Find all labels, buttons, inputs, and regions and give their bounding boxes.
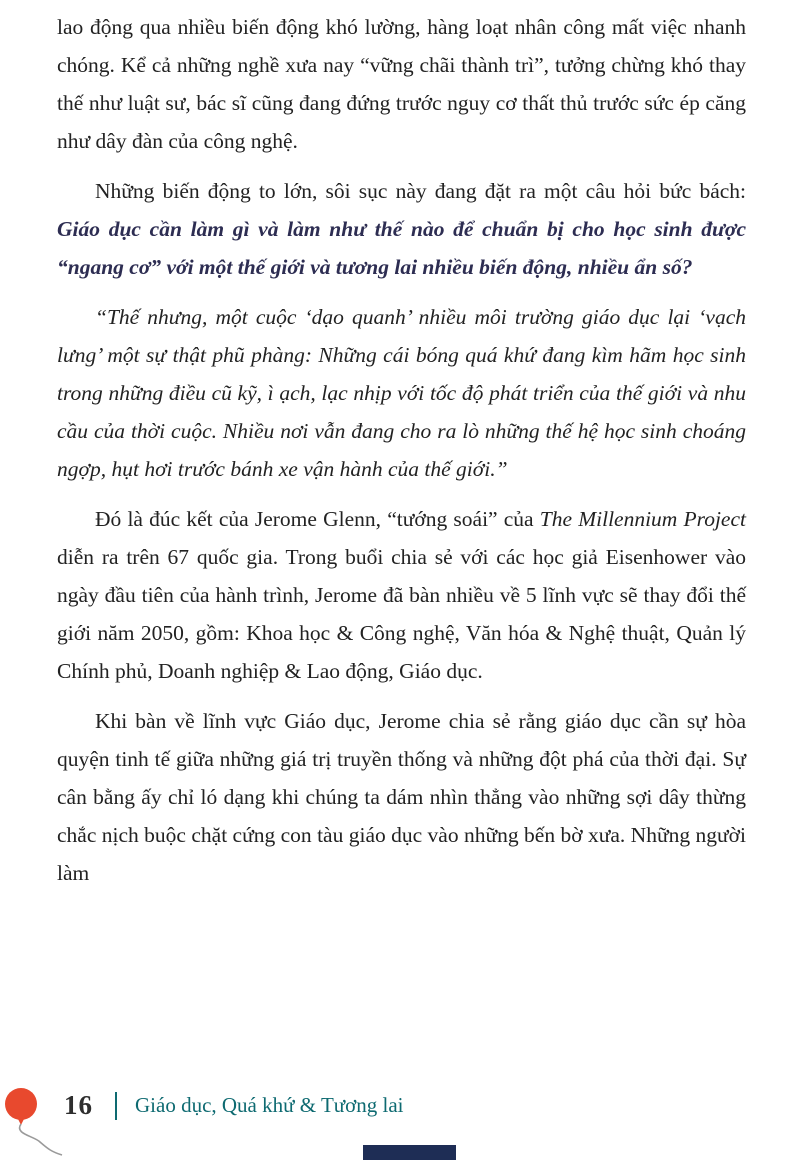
quote-paragraph: [57, 298, 746, 488]
quote-text: “Thế nhưng, một cuộc ‘dạo quanh’ nhiều môi trường giáo dục lại ‘vạch lưng’ một sự thật phũ phàng: Những cái bóng quá khứ đang kìm hãm học sinh trong những điều cũ kỹ, ì ạch, lạc nhịp với tốc độ phát triển của thế giới và nhu cầu của thời cuộc. Nhiều nơi vẫn đang cho ra lò những thế hệ học sinh choáng ngợp, hụt hơi trước bánh xe vận hành của thế giới.”: [57, 305, 746, 481]
paragraph: [57, 702, 746, 892]
page-bottom-bar: [363, 1145, 456, 1160]
balloon-icon: [0, 1082, 80, 1160]
book-title: Giáo dục, Quá khứ & Tương lai: [135, 1093, 404, 1117]
paragraph-text: Đó là đúc kết của Jerome Glenn, “tướng soái” của: [95, 507, 540, 531]
paragraph: [57, 8, 746, 160]
footer-divider: [115, 1092, 117, 1120]
page-number: 16: [64, 1090, 93, 1120]
page-footer: [64, 1090, 404, 1121]
work-title-text: The Millennium Project: [539, 507, 746, 531]
paragraph-text: Khi bàn về lĩnh vực Giáo dục, Jerome chia sẻ rằng giáo dục cần sự hòa quyện tinh tế giữa những giá trị truyền thống và những đột phá của thời đại. Sự cân bằng ấy chỉ ló dạng khi chúng ta dám nhìn thẳng vào những sợi dây thừng chắc nịch buộc chặt cứng con tàu giáo dục vào những bến bờ xưa. Những người làm: [57, 709, 746, 885]
emphasized-question-text: Giáo dục cần làm gì và làm như thế nào để chuẩn bị cho học sinh được “ngang cơ” với một thế giới và tương lai nhiều biến động, nhiều ẩn số?: [57, 217, 746, 279]
page-content: [57, 8, 746, 904]
paragraph-text: lao động qua nhiều biến động khó lường, hàng loạt nhân công mất việc nhanh chóng. Kể cả những nghề xưa nay “vững chãi thành trì”, tưởng chừng khó thay thế như luật sư, bác sĩ cũng đang đứng trước nguy cơ thất thủ trước sức ép căng như dây đàn của công nghệ.: [57, 15, 746, 153]
paragraph-text: diễn ra trên 67 quốc gia. Trong buổi chia sẻ với các học giả Eisenhower vào ngày đầu tiên của hành trình, Jerome đã bàn nhiều về 5 lĩnh vực sẽ thay đổi thế giới năm 2050, gồm: Khoa học & Công nghệ, Văn hóa & Nghệ thuật, Quản lý Chính phủ, Doanh nghiệp & Lao động, Giáo dục.: [57, 545, 746, 683]
paragraph-text: Những biến động to lớn, sôi sục này đang đặt ra một câu hỏi bức bách:: [95, 179, 746, 203]
paragraph: [57, 500, 746, 690]
paragraph: [57, 172, 746, 286]
